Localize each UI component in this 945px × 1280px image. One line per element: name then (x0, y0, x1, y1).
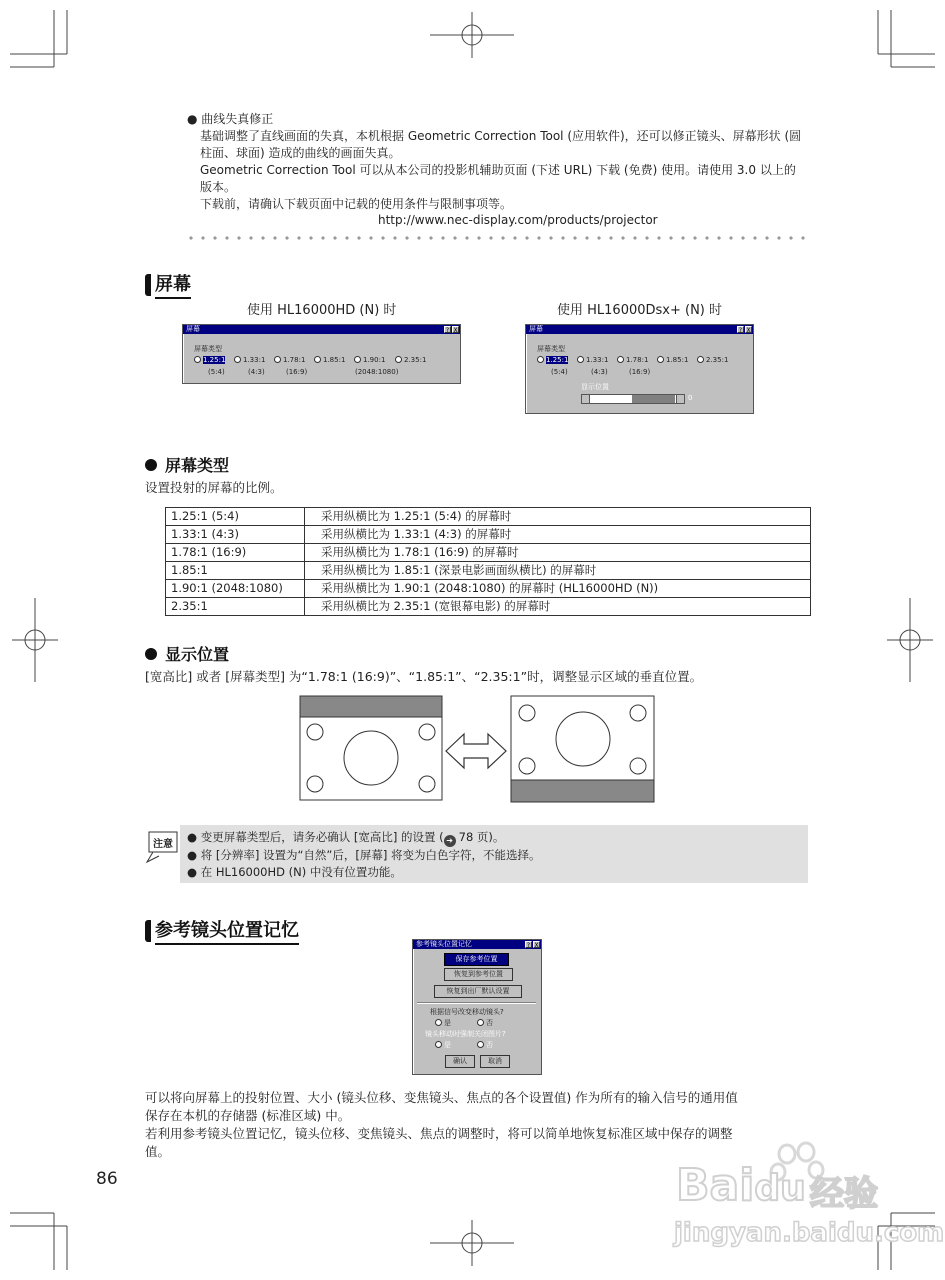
display-position-label: 显示位置 (581, 383, 609, 391)
body-line: 版本。 (200, 180, 237, 194)
radio-option[interactable]: 是 (435, 1040, 451, 1050)
radio-option[interactable]: 1.25:1 (194, 356, 225, 364)
option-sublabel: (2048:1080) (355, 368, 399, 376)
radio-option[interactable]: 否 (477, 1018, 493, 1028)
ratio-cell: 1.85:1 (166, 562, 305, 580)
table-row (166, 580, 811, 598)
table-row (166, 562, 811, 580)
geometric-correction-heading: ● 曲线失真修正 (187, 112, 274, 126)
screen-dialog-hd (182, 324, 461, 384)
slider-track-fill (632, 395, 675, 403)
note-icon (145, 830, 178, 864)
desc-cell: 采用纵横比为 1.85:1 (深景电影画面纵横比) 的屏幕时 (305, 562, 811, 580)
move-lens-question: 根据信号改变移动镜头? (430, 1008, 504, 1016)
radio-option[interactable]: 1.33:1 (577, 356, 608, 364)
close-button[interactable]: X (453, 327, 458, 334)
help-button[interactable]: ? (445, 327, 450, 334)
dialog-titlebar: 参考镜头位置记忆 ? X (413, 940, 541, 949)
body-line: 保存在本机的存储器 (标准区域) 中。 (145, 1108, 351, 1123)
screen-section-title: 屏幕 (145, 270, 191, 299)
body-line: 值。 (145, 1144, 171, 1159)
table-row (166, 598, 811, 616)
baidu-jingyan-watermark (672, 1140, 945, 1258)
lens-memory-dialog (412, 939, 542, 1075)
table-row (166, 544, 811, 562)
geometric-correction-block (187, 111, 817, 213)
page-number: 86 (96, 1169, 118, 1189)
watermark-url: jingyan.baidu.com (674, 1218, 945, 1248)
desc-cell: 采用纵横比为 1.33:1 (4:3) 的屏幕时 (305, 526, 811, 544)
option-sublabel: (16:9) (629, 368, 651, 376)
close-button[interactable]: X (534, 942, 539, 949)
cancel-button[interactable]: 取消 (480, 1055, 510, 1068)
help-button[interactable]: ? (526, 942, 531, 949)
option-sublabel: (4:3) (248, 368, 265, 376)
body-line: 可以将向屏幕上的投射位置、大小 (镜头位移、变焦镜头、焦点的各个设置值) 作为所有的输入信号的通用值 (145, 1090, 738, 1105)
help-button[interactable]: ? (738, 327, 743, 334)
radio-option[interactable]: 1.85:1 (314, 356, 345, 364)
close-button[interactable]: X (746, 327, 751, 334)
screen-type-group-label: 屏幕类型 (537, 345, 565, 353)
option-sublabel: (5:4) (208, 368, 225, 376)
support-url[interactable]: http://www.nec-display.com/products/projector (378, 213, 658, 227)
divider (417, 1002, 536, 1004)
radio-option[interactable]: 1.90:1 (354, 356, 385, 364)
radio-option[interactable]: 否 (477, 1040, 493, 1050)
screen-type-table (165, 507, 811, 616)
note-box (180, 825, 808, 883)
option-sublabel: (16:9) (286, 368, 308, 376)
slider-value: 0 (688, 394, 693, 402)
page-ref-arrow-icon[interactable]: ➔ (444, 835, 456, 847)
slider-right-arrow[interactable] (676, 395, 684, 403)
note-line: ● 在 HL16000HD (N) 中没有位置功能。 (187, 865, 402, 879)
radio-option[interactable]: 1.85:1 (657, 356, 688, 364)
radio-option[interactable]: 2.35:1 (697, 356, 728, 364)
desc-cell: 采用纵横比为 2.35:1 (宽银幕电影) 的屏幕时 (305, 598, 811, 616)
screen-dialog-dsx (525, 324, 754, 414)
dialog-titlebar: 屏幕 ? X (183, 325, 460, 334)
ratio-cell: 2.35:1 (166, 598, 305, 616)
desc-cell: 采用纵横比为 1.25:1 (5:4) 的屏幕时 (305, 508, 811, 526)
factory-reset-button[interactable]: 恢复到出厂默认设置 (434, 985, 522, 998)
screen-type-desc: 设置投射的屏幕的比例。 (145, 480, 283, 495)
body-line: 下载前，请确认下载页面中记载的使用条件与限制事项等。 (200, 197, 513, 211)
ratio-cell: 1.90:1 (2048:1080) (166, 580, 305, 598)
display-position-desc: [宽高比] 或者 [屏幕类型] 为“1.78:1 (16:9)”、“1.85:1”、“2.35:1”时，调整显示区域的垂直位置。 (145, 669, 703, 684)
note-line: ● 变更屏幕类型后，请务必确认 [宽高比] 的设置 ( ➔ 78 页)。 (187, 830, 505, 845)
screen-type-heading: 屏幕类型 (145, 453, 229, 476)
body-line: Geometric Correction Tool 可以从本公司的投影机辅助页面 (下述 URL) 下载 (免费) 使用。请使用 3.0 以上的 (200, 163, 796, 177)
screen-shifted-up (511, 696, 654, 802)
ok-button[interactable]: 确认 (445, 1055, 475, 1068)
ratio-cell: 1.33:1 (4:3) (166, 526, 305, 544)
table-row (166, 508, 811, 526)
body-line: 基础调整了直线画面的失真，本机根据 Geometric Correction Tool (应用软件)，还可以修正镜头、屏幕形状 (圆 (200, 129, 802, 143)
restore-reference-button[interactable]: 恢复到参考位置 (444, 968, 513, 981)
ratio-cell: 1.78:1 (16:9) (166, 544, 305, 562)
note-line: ● 将 [分辨率] 设置为“自然”后，[屏幕] 将变为白色字符，不能选择。 (187, 848, 541, 862)
force-mute-question: 镜头移动时强制关闭图片? (425, 1030, 506, 1038)
caption-hl16000hd: 使用 HL16000HD (N) 时 (247, 303, 397, 318)
radio-option[interactable]: 是 (435, 1018, 451, 1028)
body-line: 若利用参考镜头位置记忆，镜头位移、变焦镜头、焦点的调整时，将可以简单地恢复标准区域中保存的调整 (145, 1126, 733, 1141)
lens-memory-section-title: 参考镜头位置记忆 (145, 916, 299, 945)
body-line: 柱面、球面) 造成的曲线的画面失真。 (200, 146, 401, 160)
slider-left-arrow[interactable] (582, 395, 590, 403)
jingyan-logo-text: 经验 (810, 1174, 878, 1214)
ratio-cell: 1.25:1 (5:4) (166, 508, 305, 526)
double-arrow-icon (446, 734, 506, 768)
radio-option[interactable]: 1.25:1 (537, 356, 568, 364)
table-row (166, 526, 811, 544)
dialog-titlebar: 屏幕 ? X (526, 325, 753, 334)
radio-option[interactable]: 1.33:1 (234, 356, 265, 364)
radio-option[interactable]: 2.35:1 (395, 356, 426, 364)
radio-option[interactable]: 1.78:1 (274, 356, 305, 364)
position-slider[interactable] (581, 394, 685, 404)
display-position-heading: 显示位置 (145, 642, 229, 665)
option-sublabel: (5:4) (551, 368, 568, 376)
caption-hl16000dsx: 使用 HL16000Dsx+ (N) 时 (557, 303, 723, 318)
option-sublabel: (4:3) (591, 368, 608, 376)
baidu-logo-text: Baidu (676, 1160, 806, 1211)
screen-type-group-label: 屏幕类型 (194, 345, 222, 353)
save-reference-button[interactable]: 保存参考位置 (444, 953, 509, 966)
screen-shifted-down (300, 696, 442, 800)
note-icon-label: 注意 (153, 839, 173, 850)
desc-cell: 采用纵横比为 1.78:1 (16:9) 的屏幕时 (305, 544, 811, 562)
dotted-divider (185, 235, 810, 241)
desc-cell: 采用纵横比为 1.90:1 (2048:1080) 的屏幕时 (HL16000HD (N)) (305, 580, 811, 598)
display-position-diagram (296, 694, 658, 806)
radio-option[interactable]: 1.78:1 (617, 356, 648, 364)
